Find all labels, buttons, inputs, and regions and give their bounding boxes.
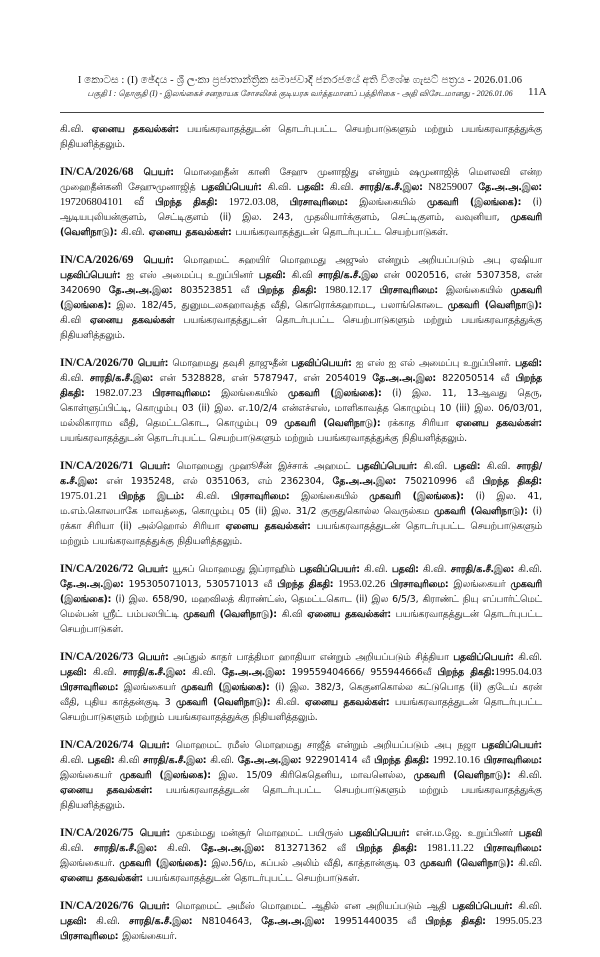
- gazette-header: [60, 74, 540, 100]
- field-label: முகவரி (இலங்கை):: [60, 285, 542, 311]
- field-label: தே.அ.அ.இல:: [332, 476, 397, 487]
- field-label: பிரசாவுரிமை:: [390, 579, 449, 590]
- field-label: தே.அ.அ.இல:: [108, 285, 173, 296]
- field-label: முகவரி (இலங்கை):: [426, 197, 522, 208]
- field-value: கி.வி.: [60, 124, 92, 135]
- field-label: முகவரி (இலங்கை):: [119, 858, 208, 869]
- field-label: பெயர்:: [133, 461, 171, 472]
- field-value: (i) இல. 11, 13ஆவது தெரு, கொள்ளுப்பிட்டி, கொழும்பு 03 (ii) இல. எ.10/2/4 என்எச்எஸ், மாளிகாவத்த கொழும்பு 10 (iii) இல. 06/03/01, மல்லிகாராம வீதி, தெமட்டகொட, கொழும்பு 09: [60, 388, 542, 429]
- header-divider: [60, 112, 544, 113]
- field-value: ஐ எஸ் ஐ எல் அமைப்பு உறுப்பினர்.: [351, 358, 516, 369]
- field-label: பிறந்த இடம்:: [118, 491, 185, 502]
- field-value: இலங்கையர்: [448, 579, 511, 590]
- field-label: சாரதி/க.சீ.இல:: [60, 461, 543, 487]
- field-value: இலங்கையில்: [347, 197, 427, 208]
- field-label: பெயர்:: [133, 652, 169, 663]
- field-label: பதவிப்பெயர்:: [291, 358, 352, 369]
- field-value: 1953.02.26: [333, 579, 391, 590]
- designation-entry: [60, 826, 542, 886]
- field-value: மொஹமட் ரமீஸ் மொஹமது சாஜீத் என்றும் அறியப்படும் அபு நஜா: [169, 740, 482, 751]
- field-label: பிறந்த திகதி:: [374, 755, 430, 766]
- field-value: இல.56/ம, கப்பல் அலிம் வீதி, காத்தான்குடி 03: [207, 858, 421, 869]
- field-label: சாரதி/க.சீ.இல:: [143, 755, 207, 766]
- field-value: கி.வி.: [512, 901, 542, 912]
- header-sinhala-line: I කොටස : (I) ඡේදය - ශ්‍රී ලංකා ප්‍රජාතාන්ත්‍රික සමාජවාදී ජනරජයේ අති විශේෂ ගැසට් පත්‍රය - 2026.01.06: [77, 75, 523, 86]
- field-label: முகவரி (வெளிநாடு):: [434, 506, 528, 517]
- field-label: பதவி:: [60, 916, 87, 927]
- field-label: பதவி:: [515, 358, 542, 369]
- field-value: கி.வி.: [206, 755, 238, 766]
- entry-reference-number: IN/CA/2026/69: [60, 254, 134, 266]
- entry-reference-number: IN/CA/2026/70: [60, 357, 134, 369]
- field-value: (i) ரக்கா சிரியா (ii) அல்ஹொல் சிரியா: [60, 506, 542, 532]
- entry-reference-number: IN/CA/2026/74: [60, 739, 134, 751]
- field-label: பிறந்த திகதி:: [155, 197, 218, 208]
- field-label: ஏனைய தகவல்கள்:: [225, 521, 311, 532]
- field-value: பயங்கரவாதத்துடன் தொடர்புபட்ட செயற்பாடுகளும் மற்றும் பயங்கரவாதத்துக்கு நிதியளித்தலும்.: [60, 521, 542, 547]
- field-value: N8259007: [422, 182, 479, 193]
- field-label: தே.அ.அ.இல:: [237, 755, 302, 766]
- designation-entry: [60, 356, 542, 446]
- field-value: 1975.01.21: [60, 491, 119, 502]
- field-value: 19951440035 வீ: [324, 916, 426, 927]
- field-value: கி.வி.: [86, 916, 130, 927]
- field-label: பெயர்:: [133, 358, 169, 369]
- field-label: பதவிப்பெயர்:: [349, 828, 410, 839]
- designation-entry: [60, 899, 542, 944]
- field-value: மொஹமட் அமீஸ் மொஹமட் ஆதில் என அறியப்படும் ஆதி: [169, 901, 453, 912]
- field-label: பிரசாவுரிமை:: [231, 491, 290, 502]
- field-label: பிரசாவுரிமை:: [152, 388, 211, 399]
- field-label: பிறந்த திகதி:: [355, 843, 418, 854]
- designation-entry: [60, 459, 542, 549]
- field-value: இலங்கையர்: [118, 682, 182, 693]
- field-label: பிறந்த திகதி:: [437, 667, 495, 678]
- field-label: பெயர்:: [133, 564, 169, 575]
- field-value: 195305071013, 530571013 வீ: [123, 579, 278, 590]
- field-value: 199559404666/ 955944666வீ: [285, 667, 438, 678]
- field-value: (i) ஆடியபுலியன்குளம், செட்டிகுளம் (ii) இல. 243, முதலியார்க்குளம், செட்டிகுளம், வவுனியா,: [60, 197, 542, 223]
- field-label: முகவரி (இலங்கை):: [288, 388, 382, 399]
- field-value: யூசுப் மொஹமது இப்ராஹிம்: [168, 564, 300, 575]
- entry-continuation: [60, 122, 542, 152]
- field-value: பயங்கரவாதத்துடன் தொடர்புபட்ட செயற்பாடுகளும் மற்றும் பயங்கரவாதத்துக்கு நிதியளித்தலும்.: [60, 433, 467, 444]
- field-value: 197206804101 வீ: [60, 197, 156, 208]
- field-value: முகம்மது மன்சூர் மொஹமட் பயிருஸ்: [170, 828, 350, 839]
- field-label: சாரதி/க.சீ.இல:: [359, 182, 423, 193]
- field-label: பெயர்:: [133, 167, 174, 178]
- field-label: தே.அ.அ.இல:: [372, 373, 436, 384]
- header-tamil-line: பகுதி I : தொகுதி (I) - இலங்கைச் சனநாயக சோசலிசக் குடியரசு வர்த்தமானப் பத்திரிகை - அதி விசேடமானது - 2026.01.06: [87, 89, 513, 98]
- field-label: பிரசாவுரிமை:: [289, 197, 348, 208]
- field-value: கி.வி.: [270, 697, 305, 708]
- field-value: பயங்கரவாதத்துடன் தொடர்புபட்ட செயற்பாடுகள்.: [231, 227, 449, 238]
- field-value: பயங்கரவாதத்துடன் தொடர்புபட்ட செயற்பாடுகளும் மற்றும் பயங்கரவாதத்துக்கு நிதியளித்தலும்.: [60, 697, 542, 723]
- field-value: 922901414 வீ: [301, 755, 375, 766]
- field-value: பயங்கரவாதத்துடன் தொடர்புபட்ட செயற்பாடுகள்.: [60, 609, 542, 635]
- field-value: கி.வி.: [513, 652, 542, 663]
- entry-reference-number: IN/CA/2026/73: [60, 651, 134, 663]
- field-value: 1992.10.16: [429, 755, 484, 766]
- field-value: கி.வி.: [513, 858, 542, 869]
- field-label: சாரதி/க.சீ.இல:: [89, 373, 154, 384]
- field-label: பெயர்:: [133, 740, 170, 751]
- field-value: 1981.11.22: [417, 843, 484, 854]
- field-label: முகவரி (இலங்கை):: [60, 579, 542, 605]
- field-value: என் 0020516, என் 5307358, என் 3420690: [60, 270, 542, 296]
- field-label: பிறந்த திகதி:: [60, 373, 542, 399]
- field-label: பதவிப்பெயர்:: [356, 461, 418, 472]
- field-label: சாரதி/க.சீ.இல:: [450, 564, 515, 575]
- field-label: பதவிப்பெயர்:: [453, 652, 514, 663]
- field-value: கி.வி.: [60, 843, 94, 854]
- field-label: பெயர்:: [133, 901, 170, 912]
- field-value: 1980.12.17: [316, 285, 380, 296]
- field-value: ஐ எஸ் அமைப்பு உறுப்பினர்: [120, 270, 259, 281]
- field-value: இலங்கையர்: [60, 770, 120, 781]
- entry-reference-number: IN/CA/2026/68: [60, 166, 134, 178]
- field-value: 803523851 வீ: [172, 285, 258, 296]
- field-value: கி.வி: [276, 609, 308, 620]
- field-label: பிரசாவுரிமை:: [483, 843, 542, 854]
- field-label: முகவரி (வெளிநாடு):: [413, 770, 511, 781]
- field-value: (i) இல. 382/3, கெகுனகொல்ல கட்டுபொத (ii) குடேய் கரன் வீதி, புதிய காத்தன்குடி 3: [60, 682, 542, 708]
- field-label: பதவிப்பெயர்:: [452, 901, 513, 912]
- field-value: 750210996 வீ: [396, 476, 483, 487]
- field-value: கி.வி.: [186, 667, 222, 678]
- field-label: முகவரி (வெளிநாடு):: [60, 212, 542, 238]
- field-label: முகவரி (வெளிநாடு):: [183, 609, 277, 620]
- field-label: சாரதி/க.சீ.இல: [318, 270, 378, 281]
- designation-entry: [60, 253, 542, 343]
- field-label: முகவரி (இலங்கை):: [119, 770, 211, 781]
- field-value: மொஹமட் சுஹயிர் மொஹமது அஜுஸ் என்றும் அறியப்படும் அபு ஏஷியா: [173, 255, 542, 266]
- field-label: பதவி:: [258, 270, 286, 281]
- field-label: ஏனைய தகவல்கள்:: [60, 785, 153, 796]
- field-value: N8104643,: [192, 916, 262, 927]
- page-number: 11A: [528, 86, 547, 98]
- field-value: கி.வி.: [86, 667, 123, 678]
- field-label: சாரதி/க.சீ.இல:: [122, 667, 187, 678]
- field-label: பதவிப்பெயர்:: [201, 182, 262, 193]
- field-label: தே.அ.அ.இல:: [261, 916, 325, 927]
- field-label: ஏனைய தகவல்கள்: [89, 315, 175, 326]
- field-value: பயங்கரவாதத்துடன் தொடர்புபட்ட செயற்பாடுகளும் மற்றும் பயங்கரவாதத்துக்கு நிதியளித்தலும்.: [60, 315, 542, 341]
- field-label: சாரதி/க.சீ.இல:: [93, 843, 158, 854]
- field-label: சாரதி/க.சீ.இல:: [129, 916, 193, 927]
- field-value: 1995.05.23: [485, 916, 542, 927]
- field-label: பெயர்:: [133, 828, 171, 839]
- field-label: ஏனைய தகவல்கள்:: [455, 418, 542, 429]
- field-label: முகவரி (வெளிநாடு):: [175, 697, 271, 708]
- field-value: என் 1935248, எல் 0351063, எம் 2362304,: [97, 476, 333, 487]
- field-value: இலங்கையில்: [437, 285, 511, 296]
- field-value: கி.வி.: [480, 461, 517, 472]
- field-value: இல. 15/09 கிரிகெதெனிய, மாவனெல்ல,: [210, 770, 414, 781]
- field-label: பிரசாவுரிமை:: [483, 755, 543, 766]
- field-label: பதவி:: [391, 564, 419, 575]
- field-value: என்.ம.ஜே. உறுப்பினர்: [409, 828, 519, 839]
- field-label: பதவி: [518, 828, 543, 839]
- field-value: அப்துல் காதர் பாத்திமா ஹாதியா என்றும் அறியப்படும் சித்தியா: [168, 652, 454, 663]
- field-value: கி.வி.: [418, 564, 451, 575]
- entry-reference-number: IN/CA/2026/72: [60, 563, 134, 575]
- field-value: கி.வி.: [324, 182, 360, 193]
- field-label: பதவி:: [297, 182, 325, 193]
- field-label: பிரசாவுரிமை:: [379, 285, 438, 296]
- field-value: 813271362 வீ: [264, 843, 356, 854]
- field-label: பதவிப்பெயர்:: [299, 564, 360, 575]
- field-value: கி.வி.: [157, 843, 201, 854]
- field-value: இலங்கையர்.: [60, 858, 120, 869]
- field-value: இலங்கையர்.: [118, 931, 178, 942]
- field-label: முகவரி (வெளிநாடு):: [420, 858, 514, 869]
- field-label: பிரசாவுரிமை:: [60, 682, 119, 693]
- field-value: இலங்கையில்: [289, 491, 370, 502]
- designation-entry: [60, 165, 542, 240]
- field-label: பதவிப்பெயர்:: [481, 740, 542, 751]
- field-label: பதவி:: [60, 667, 87, 678]
- field-label: ஏனைய தகவல்கள்:: [148, 227, 232, 238]
- field-value: இலங்கையில்: [210, 388, 289, 399]
- field-value: கி.வி.: [60, 755, 88, 766]
- field-value: கி.வி.: [60, 373, 90, 384]
- designation-entry: [60, 738, 542, 813]
- field-value: மொஹைதீன் கானி சேஹு முனாஜிது என்றும் ஷமுனாஜித் மௌலவி என்ற முஹைதீன்கனி சேஹுமுனாஜித்: [60, 167, 542, 193]
- field-label: முகவரி (இலங்கை):: [369, 491, 464, 502]
- field-label: ஏனைய தகவல்கள்:: [60, 873, 143, 884]
- field-value: (i) இல. 41, ம.எம்.கொலபாகே மாவத்தை, கொழும்பு 05 (ii) இல. 31/2 குருதுகொல்ல வெருல்கம: [60, 491, 543, 517]
- field-value: இல. 182/45, துனுமடலகஹாவத்த வீதி, கொரொக்கஹாமட, பலாங்கொடை: [111, 300, 448, 311]
- field-label: முகவரி (வெளிநாடு):: [447, 300, 542, 311]
- field-value: கி.வி.: [261, 182, 298, 193]
- field-label: பிறந்த திகதி:: [257, 285, 317, 296]
- field-label: ஏனைய தகவல்கள்:: [307, 609, 391, 620]
- field-value: மொஹமது முஹூசீன் இச்சாக் அஹமட்: [170, 461, 357, 472]
- entry-reference-number: IN/CA/2026/75: [60, 827, 134, 839]
- designation-entry: [60, 650, 542, 725]
- field-label: ஏனைய தகவல்கள்:: [91, 124, 179, 135]
- field-value: பயங்கரவாதத்துடன் தொடர்புபட்ட செயற்பாடுகள்.: [142, 873, 360, 884]
- field-value: ரக்காத சிரியா: [380, 418, 456, 429]
- field-value: கி.வி: [114, 755, 144, 766]
- field-value: கி.வி.: [117, 227, 149, 238]
- field-value: 1995.04.03: [494, 667, 542, 678]
- field-value: கி.வி.: [514, 564, 542, 575]
- field-label: தே.அ.அ.இல:: [478, 182, 542, 193]
- field-label: முகவரி (வெளிநாடு):: [284, 418, 381, 429]
- field-label: தே.அ.அ.இல:: [60, 579, 124, 590]
- field-label: பதவி:: [87, 755, 115, 766]
- field-label: பிறந்த திகதி:: [425, 916, 486, 927]
- field-label: பெயர்:: [133, 255, 174, 266]
- field-value: பயங்கரவாதத்துடன் தொடர்புபட்ட செயற்பாடுகளும் மற்றும் பயங்கரவாதத்துக்கு நிதியளித்தலும்.: [60, 785, 542, 811]
- field-value: மொஹமது தவுசி தாஜுதீன்: [168, 358, 292, 369]
- designation-entry: [60, 562, 542, 637]
- field-value: கி.வி: [60, 315, 90, 326]
- entry-reference-number: IN/CA/2026/71: [60, 460, 134, 472]
- field-value: கி.வி.: [184, 491, 232, 502]
- field-label: பிரசாவுரிமை:: [60, 931, 119, 942]
- field-value: கி.வி: [285, 270, 319, 281]
- field-label: தே.அ.அ.இல:: [221, 667, 286, 678]
- field-value: 822050514 வீ: [435, 373, 516, 384]
- entry-reference-number: IN/CA/2026/76: [60, 900, 134, 912]
- field-value: கி.வி.: [417, 461, 454, 472]
- field-value: கி.வி.: [359, 564, 392, 575]
- field-label: பிறந்த திகதி:: [277, 579, 334, 590]
- field-value: 1982.07.23: [84, 388, 153, 399]
- field-label: தே.அ.அ.இல:: [200, 843, 265, 854]
- field-label: பதவி:: [453, 461, 481, 472]
- field-value: கி.வி.: [510, 770, 543, 781]
- field-label: பதவிப்பெயர்:: [60, 270, 121, 281]
- field-label: முகவரி (இலங்கை):: [181, 682, 270, 693]
- field-value: என் 5328828, என் 5787947, என் 2054019: [153, 373, 373, 384]
- field-value: பயங்கரவாதத்துடன் தொடர்புபட்ட செயற்பாடுகளும் மற்றும் பயங்கரவாதத்துக்கு நிதியளித்தலும்.: [60, 124, 542, 150]
- field-value: (i) இல. 658/90, மஹவிலத் கிராண்ட்ஸ், தெமட்டகொட (ii) இல 6/5/3, கிராண்ட் நியு எப்பார்ட்மெட் மெல்பன் ஸ்ரீட் பம்பலபிட்டி: [60, 594, 542, 620]
- field-value: 1972.03.08,: [217, 197, 290, 208]
- field-label: பிறந்த திகதி:: [482, 476, 543, 487]
- field-label: ஏனைய தகவல்கள்:: [304, 697, 390, 708]
- gazette-body: [60, 122, 542, 957]
